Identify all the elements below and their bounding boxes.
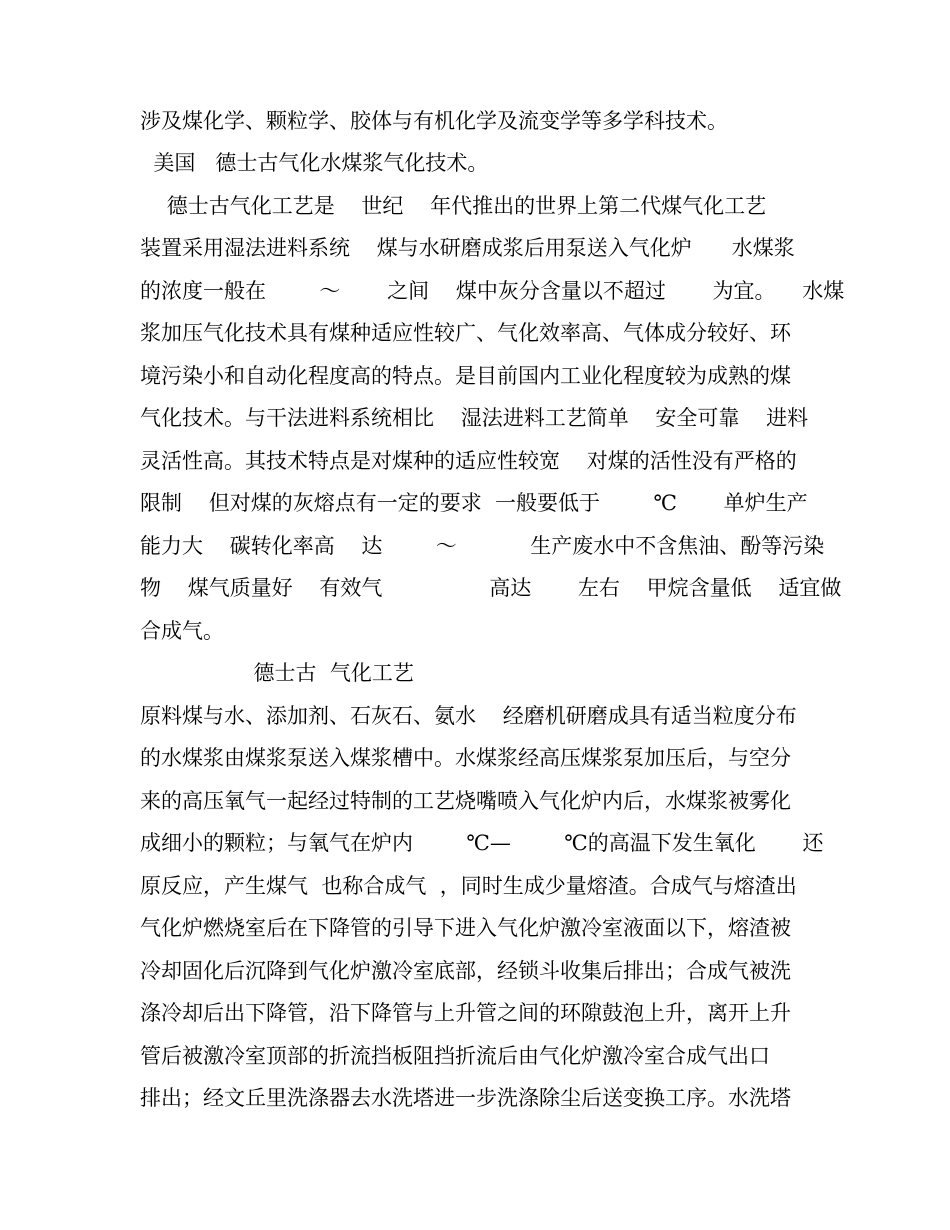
text-line: 冷却固化后沉降到气化炉激冷室底部，经锁斗收集后排出；合成气被洗 bbox=[140, 959, 791, 983]
text-line: 涤冷却后出下降管，沿下降管与上升管之间的环隙鼓泡上升，离开上升 bbox=[140, 1001, 791, 1025]
text-line: 物 煤气质量好 有效气 高达 左右 甲烷含量低 适宜做 bbox=[140, 576, 842, 600]
text-line: 的水煤浆由煤浆泵送入煤浆槽中。水煤浆经高压煤浆泵加压后，与空分 bbox=[140, 746, 791, 770]
text-line: 来的高压氧气一起经过特制的工艺烧嘴喷入气化炉内后，水煤浆被雾化 bbox=[140, 789, 791, 813]
text-line: 气化炉燃烧室后在下降管的引导下进入气化炉激冷室液面以下，熔渣被 bbox=[140, 916, 791, 940]
text-line: 装置采用湿法进料系统 煤与水研磨成浆后用泵送入气化炉 水煤浆 bbox=[140, 236, 795, 260]
text-line: 德士古气化工艺是 世纪 年代推出的世界上第二代煤气化工艺 bbox=[140, 194, 767, 218]
section-heading: 德士古 气化工艺 bbox=[140, 661, 414, 685]
text-line: 管后被激冷室顶部的折流挡板阻挡折流后由气化炉激冷室合成气出口 bbox=[140, 1044, 770, 1068]
section-heading: 美国 德士古气化水煤浆气化技术。 bbox=[140, 151, 489, 175]
text-line: 原料煤与水、添加剂、石灰石、氨水 经磨机研磨成具有适当粒度分布 bbox=[140, 704, 797, 728]
text-line: 涉及煤化学、颗粒学、胶体与有机化学及流变学等多学科技术。 bbox=[140, 109, 728, 133]
text-line: 限制 但对煤的灰熔点有一定的要求 一般要低于 ℃ 单炉生产 bbox=[140, 491, 808, 515]
text-line: 境污染小和自动化程度高的特点。是目前国内工业化程度较为成熟的煤 bbox=[140, 364, 791, 388]
text-line: 排出；经文丘里洗涤器去水洗塔进一步洗涤除尘后送变换工序。水洗塔 bbox=[140, 1086, 791, 1110]
text-line: 能力大 碳转化率高 达 ～ 生产废水中不含焦油、酚等污染 bbox=[140, 534, 825, 558]
text-line: 的浓度一般在 ～ 之间 煤中灰分含量以不超过 为宜。 水煤 bbox=[140, 279, 845, 303]
text-line: 气化技术。与干法进料系统相比 湿法进料工艺简单 安全可靠 进料 bbox=[140, 406, 809, 430]
text-line: 灵活性高。其技术特点是对煤种的适应性较宽 对煤的活性没有严格的 bbox=[140, 449, 797, 473]
text-line: 原反应，产生煤气 也称合成气 ，同时生成少量熔渣。合成气与熔渣出 bbox=[140, 874, 797, 898]
text-line: 浆加压气化技术具有煤种适应性较广、气化效率高、气体成分较好、环 bbox=[140, 321, 791, 345]
text-line: 成细小的颗粒；与氧气在炉内 ℃— ℃的高温下发生氧化 还 bbox=[140, 831, 824, 855]
text-line: 合成气。 bbox=[140, 619, 224, 643]
